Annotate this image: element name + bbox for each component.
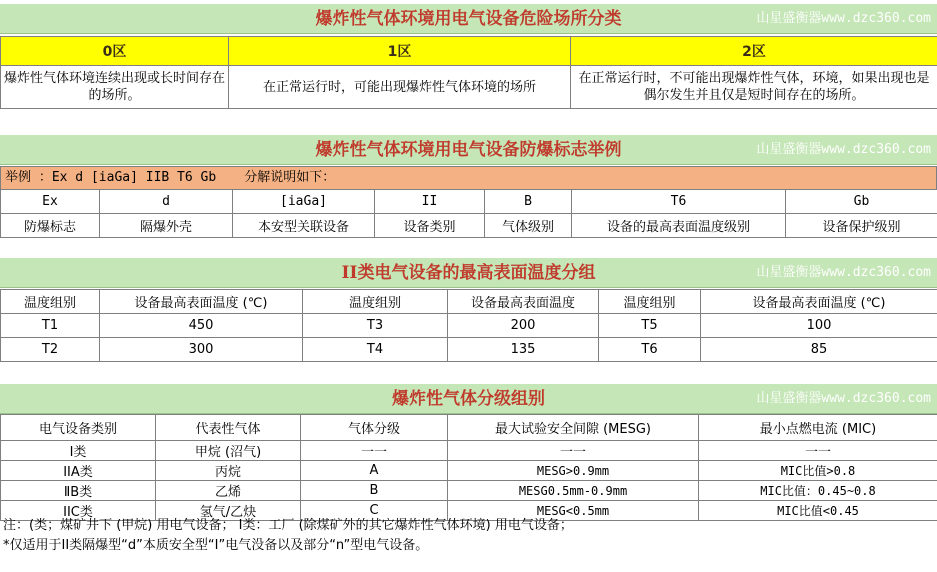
column-header: 电气设备类别 [1,415,156,441]
section-title-bar [0,4,937,34]
table-row [1,338,937,362]
footnotes [3,516,933,556]
marking-code: II [375,190,485,214]
table-cell: MIC比值>0.8 [699,461,937,481]
column-header: 设备最高表面温度 (℃) [701,290,937,314]
table-cell: T2 [1,338,100,362]
watermark: 山星盛衡器www.dzc360.com [756,265,931,280]
gas-group-table [0,414,937,521]
table-cell: MIC比值：0.45~0.8 [699,481,937,501]
table-cell: 丙烷 [156,461,301,481]
table-cell: 450 [100,314,303,338]
table-row [1,214,937,238]
table-row [1,461,937,481]
watermark: 山星盛衡器www.dzc360.com [756,142,931,157]
table-cell: T4 [303,338,448,362]
table-row [1,66,937,109]
section-title-bar [0,384,937,414]
section-title: 爆炸性气体环境用电气设备危险场所分类 [315,9,622,29]
table-cell: 100 [701,314,937,338]
column-header: 温度组别 [303,290,448,314]
table-row [1,314,937,338]
column-header: 设备最高表面温度 (℃) [100,290,303,314]
zone-header: 0区 [1,37,229,66]
table-cell: 甲烷 (沼气) [156,441,301,461]
zone-header: 2区 [571,37,937,66]
marking-code: d [100,190,233,214]
watermark: 山星盛衡器www.dzc360.com [756,11,931,26]
table-row [1,415,937,441]
table-cell: 300 [100,338,303,362]
column-header: 温度组别 [1,290,100,314]
table-cell: IIC类 [1,501,156,521]
table-cell: 一一 [301,441,448,461]
watermark: 山星盛衡器www.dzc360.com [756,391,931,406]
table-cell: IIA类 [1,461,156,481]
zone-description: 在正常运行时，不可能出现爆炸性气体，环境，如果出现也是偶尔发生并且仅是短时间存在的场所。 [571,66,937,109]
marking-meaning: 设备保护级别 [786,214,937,238]
table-cell: C [301,501,448,521]
table-cell: MESG<0.5mm [448,501,699,521]
footnote-line: *仅适用于II类隔爆型“d”本质安全型“I”电气没备以及部分“n”型电气设备。 [3,538,429,553]
table-cell: T5 [599,314,701,338]
column-header: 最大试验安全间隙 (MESG) [448,415,699,441]
table-row [1,441,937,461]
table-cell: 85 [701,338,937,362]
marking-code: Ex [1,190,100,214]
table-cell: T1 [1,314,100,338]
table-row [1,481,937,501]
footnote-line: 注：(类；煤矿井下 (甲烷) 用电气设备； I类：工厂 (除煤矿外的其它爆炸性气体环境) 用电气设备； [3,518,573,533]
marking-meaning: 隔爆外壳 [100,214,233,238]
temperature-class-table [0,289,937,362]
table-cell: T3 [303,314,448,338]
table-cell: A [301,461,448,481]
table-row [1,290,937,314]
table-cell: I类 [1,441,156,461]
marking-meaning: 防爆标志 [1,214,100,238]
table-cell: B [301,481,448,501]
marking-table [0,189,937,238]
column-header: 气体分级 [301,415,448,441]
marking-code: [iaGa] [233,190,375,214]
column-header: 设备最高表面温度 [448,290,599,314]
table-cell: T6 [599,338,701,362]
marking-meaning: 本安型关联设备 [233,214,375,238]
marking-meaning: 气体级别 [485,214,572,238]
table-cell: 一一 [448,441,699,461]
table-row [1,190,937,214]
table-cell: 135 [448,338,599,362]
table-cell: MESG>0.9mm [448,461,699,481]
section-title-bar [0,135,937,165]
explain-label: 分解说明如下： [244,170,336,185]
table-cell: ⅡB类 [1,481,156,501]
marking-code: T6 [572,190,786,214]
marking-example [0,166,937,189]
marking-meaning: 设备类别 [375,214,485,238]
section-title: II类电气设备的最高表面温度分组 [341,263,596,283]
table-row [1,37,937,66]
table-cell: 200 [448,314,599,338]
table-cell: 氢气/乙炔 [156,501,301,521]
section-title: 爆炸性气体环境用电气设备防爆标志举例 [315,140,622,160]
column-header: 最小点燃电流 (MIC) [699,415,937,441]
table-cell: MIC比值<0.45 [699,501,937,521]
section-title-bar [0,258,937,288]
table-cell: 乙烯 [156,481,301,501]
example-label: 举例 ：Ex d [iaGa] IIB T6 Gb [5,170,217,185]
column-header: 温度组别 [599,290,701,314]
zone-classification-table [0,36,937,109]
zone-description: 在正常运行时，可能出现爆炸性气体环境的场所 [229,66,571,109]
table-cell: MESG0.5mm-0.9mm [448,481,699,501]
marking-meaning: 设备的最高表面温度级别 [572,214,786,238]
section-title: 爆炸性气体分级组别 [392,389,545,409]
zone-header: 1区 [229,37,571,66]
column-header: 代表性气体 [156,415,301,441]
marking-code: Gb [786,190,937,214]
table-cell: 一一 [699,441,937,461]
marking-code: B [485,190,572,214]
zone-description: 爆炸性气体环境连续出现或长时间存在的场所。 [1,66,229,109]
